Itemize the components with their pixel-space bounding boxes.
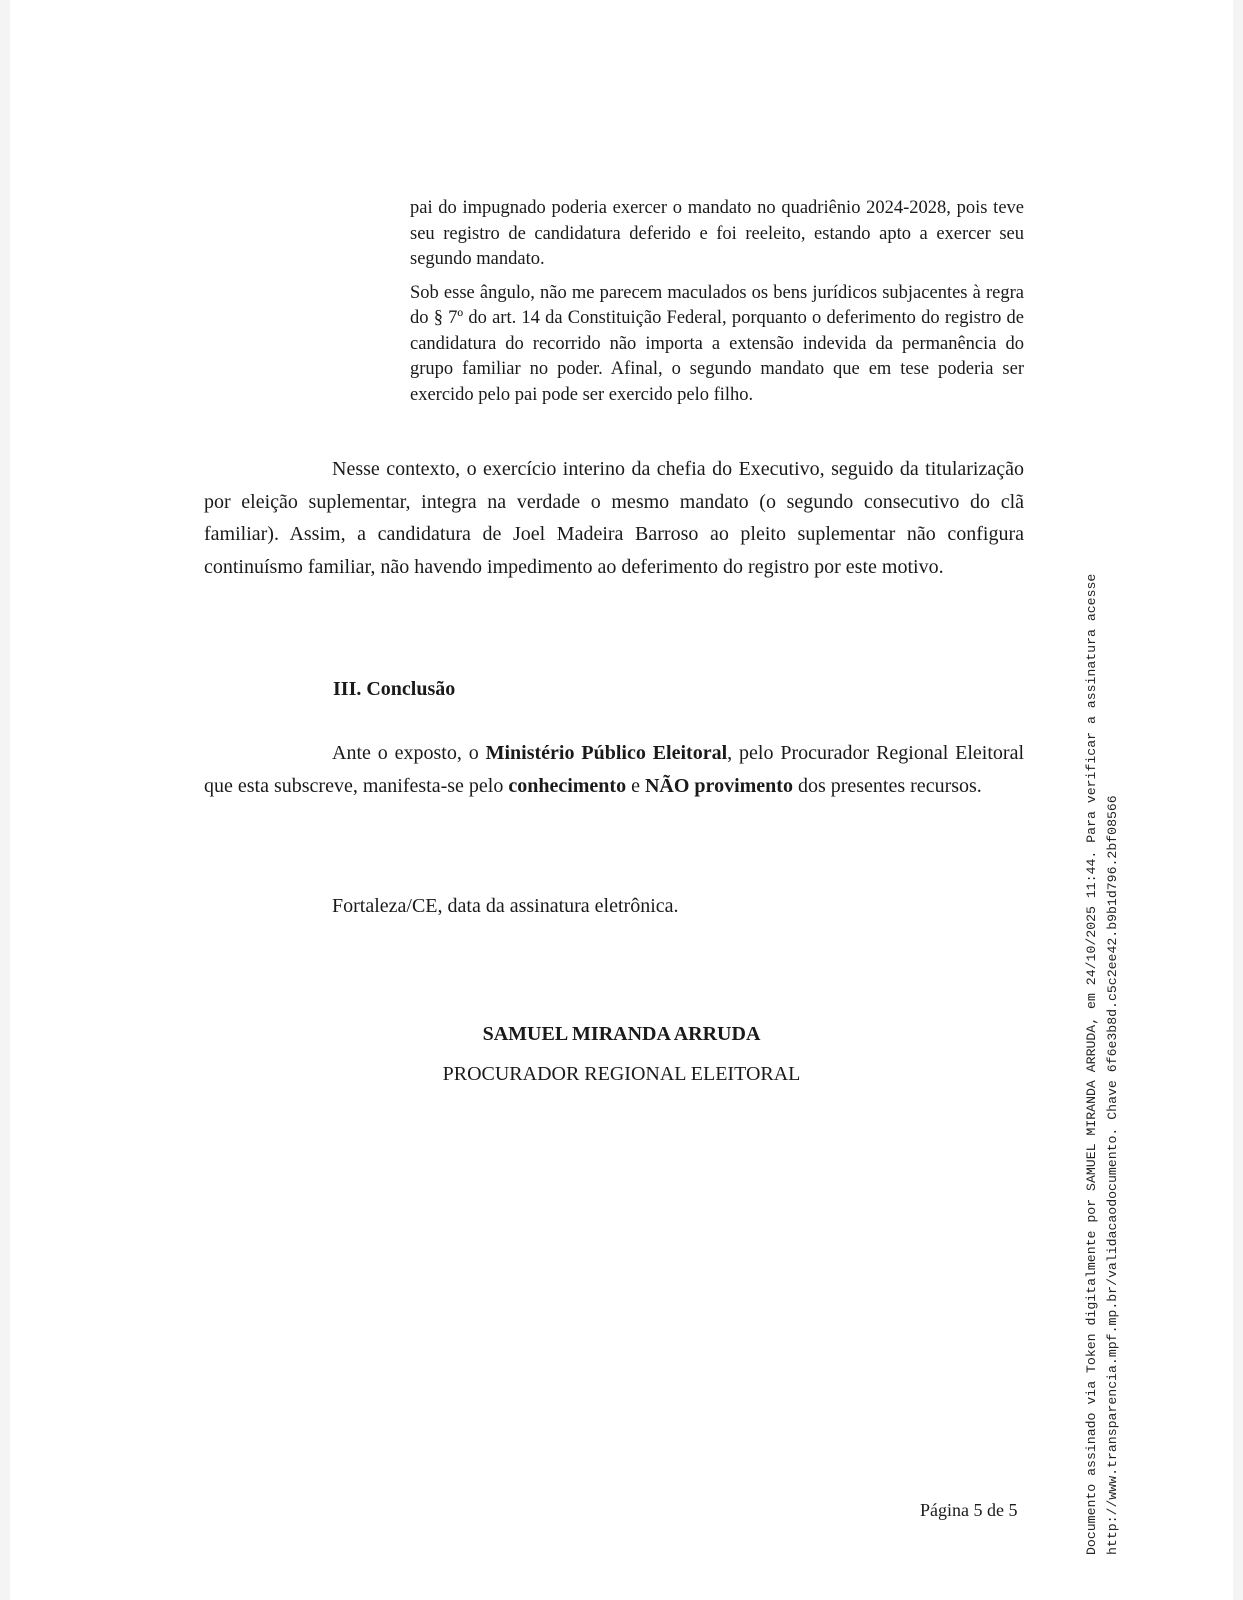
place-date: Fortaleza/CE, data da assinatura eletrônica. (332, 895, 679, 917)
conclusion-paragraph (204, 737, 1024, 802)
body-paragraph (204, 453, 1024, 583)
text: e (626, 774, 645, 797)
signer-title: PROCURADOR REGIONAL ELEITORAL (442, 1063, 801, 1085)
page-number: Página 5 de 5 (920, 1500, 1018, 1520)
bold-text: NÃO provimento (644, 774, 793, 797)
conclusion-text (204, 737, 1024, 802)
section-heading: III. Conclusão (333, 678, 456, 700)
text: , pelo Procurador Regional Eleitoral que esta subscreve, manifesta-se pelo (204, 742, 1025, 797)
block-quote (410, 196, 1024, 416)
paragraph-text: Nesse contexto, o exercício interino da chefia do Executivo, seguido da titularização por eleição suplementar, integra na verdade o mesmo mandato (o segundo consecutivo do clã familiar). Assim, a candidatura de Joel Madeira Barroso ao pleito suplementar não configura continuísmo familiar, não havendo impedimento ao deferimento do registro por este motivo. (204, 458, 1024, 578)
quote-paragraph: pai do impugnado poderia exercer o mandato no quadriênio 2024-2028, pois teve seu registro de candidatura deferido e foi reeleito, estando apto a exercer seu segundo mandato. (410, 198, 1024, 269)
text: dos presentes recursos. (792, 774, 982, 797)
bold-text: conhecimento (508, 774, 627, 797)
signer-name: SAMUEL MIRANDA ARRUDA (482, 1023, 761, 1045)
digital-signature-stamp (1081, 574, 1123, 1555)
text: Ante o exposto, o (332, 742, 486, 764)
bold-text: Ministério Público Eleitoral (485, 742, 728, 764)
stamp-line: Documento assinado via Token digitalmente por SAMUEL MIRANDA ARRUDA, em 24/10/2025 11:44. Para verificar a assinatura acesse (1084, 573, 1099, 1555)
quote-paragraph: Sob esse ângulo, não me parecem maculados os bens jurídicos subjacentes à regra do § 7º do art. 14 da Constituição Federal, porquanto o deferimento do registro de candidatura do recorrido não importa a extensão indevida da permanência do grupo familiar no poder. Afinal, o segundo mandato que em tese poderia ser exercido pelo pai pode ser exercido pelo filho. (410, 282, 1024, 405)
stamp-line: http://www.transparencia.mpf.mp.br/validacaodocumento. Chave 6f6e3b8d.c5c2ee42.b9b1d796.2bf08566 (1105, 795, 1120, 1555)
